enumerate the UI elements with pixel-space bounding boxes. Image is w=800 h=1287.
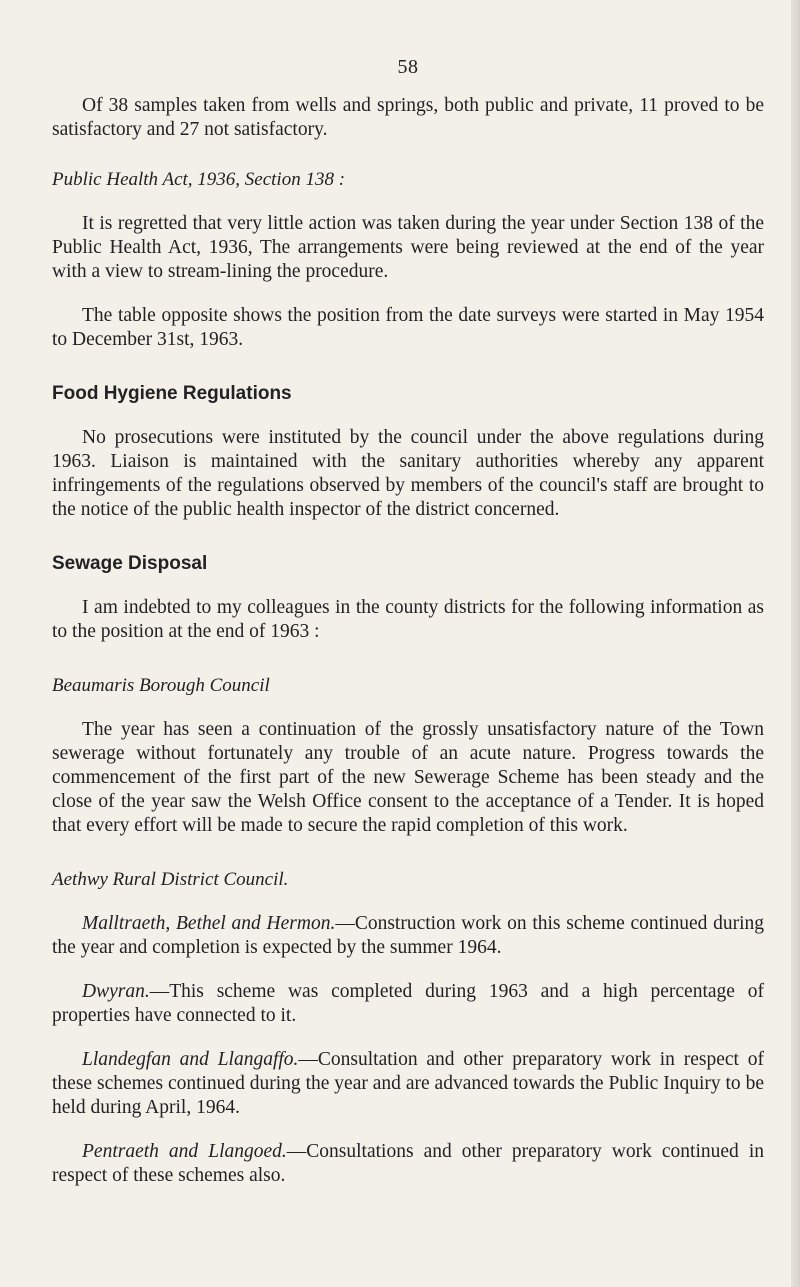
- beaumaris-paragraph: The year has seen a continuation of the grossly unsatisfactory nature of the Town sewerage without fortunately any trouble of an acute nature. Progress towards the commencement of the first part of the new Sewerage Scheme has been steady and the close of the year saw the Welsh Office consent to the acceptance of a Tender. It is hoped that every effort will be made to secure the rapid completion of this work.: [52, 719, 764, 836]
- malltraeth-paragraph: [52, 912, 764, 960]
- public-health-act-heading: Public Health Act, 1936, Section 138 :: [52, 169, 346, 190]
- llandegfan-paragraph: [52, 1048, 764, 1120]
- pentraeth-text: —Consultations and other preparatory work continued in respect of these schemes also.: [52, 1141, 764, 1186]
- section-138-paragraph: It is regretted that very little action was taken during the year under Section 138 of the Public Health Act, 1936, The arrangements were being reviewed at the end of the year with a view to stream-lining the procedure.: [52, 213, 764, 282]
- aethwy-heading: Aethwy Rural District Council.: [52, 869, 289, 890]
- food-hygiene-paragraph: No prosecutions were instituted by the council under the above regulations during 1963. Liaison is maintained with the sanitary authorities whereby any apparent infringements of the regulations observed by members of the council's staff are brought to the notice of the public health inspector of the district concerned.: [52, 427, 764, 520]
- page-content: [52, 94, 764, 1188]
- sewage-disposal-heading: Sewage Disposal: [52, 553, 208, 574]
- beaumaris-heading: Beaumaris Borough Council: [52, 675, 270, 696]
- pentraeth-lead: Pentraeth and Llangoed.: [82, 1141, 287, 1162]
- malltraeth-lead: Malltraeth, Bethel and Hermon.: [82, 913, 336, 934]
- llandegfan-text: —Consultation and other preparatory work in respect of these schemes continued during the year and are advanced towards the Public Inquiry to be held during April, 1964.: [52, 1049, 764, 1118]
- samples-paragraph: Of 38 samples taken from wells and springs, both public and private, 11 proved to be satisfactory and 27 not satisfactory.: [52, 95, 764, 140]
- food-hygiene-heading: Food Hygiene Regulations: [52, 383, 292, 404]
- malltraeth-text: —Construction work on this scheme continued during the year and completion is expected by the summer 1964.: [52, 913, 764, 958]
- llandegfan-lead: Llandegfan and Llangaffo.: [82, 1049, 299, 1070]
- page-edge-shadow: [791, 0, 800, 1287]
- dwyran-lead: Dwyran.: [82, 981, 150, 1002]
- sewage-disposal-paragraph: I am indebted to my colleagues in the county districts for the following information as to the position at the end of 1963 :: [52, 597, 764, 642]
- table-opposite-paragraph: The table opposite shows the position from the date surveys were started in May 1954 to December 31st, 1963.: [52, 305, 764, 350]
- dwyran-text: —This scheme was completed during 1963 and a high percentage of properties have connected to it.: [52, 981, 764, 1026]
- dwyran-paragraph: [52, 980, 764, 1028]
- page-number: 58: [397, 56, 419, 78]
- pentraeth-paragraph: [52, 1140, 764, 1188]
